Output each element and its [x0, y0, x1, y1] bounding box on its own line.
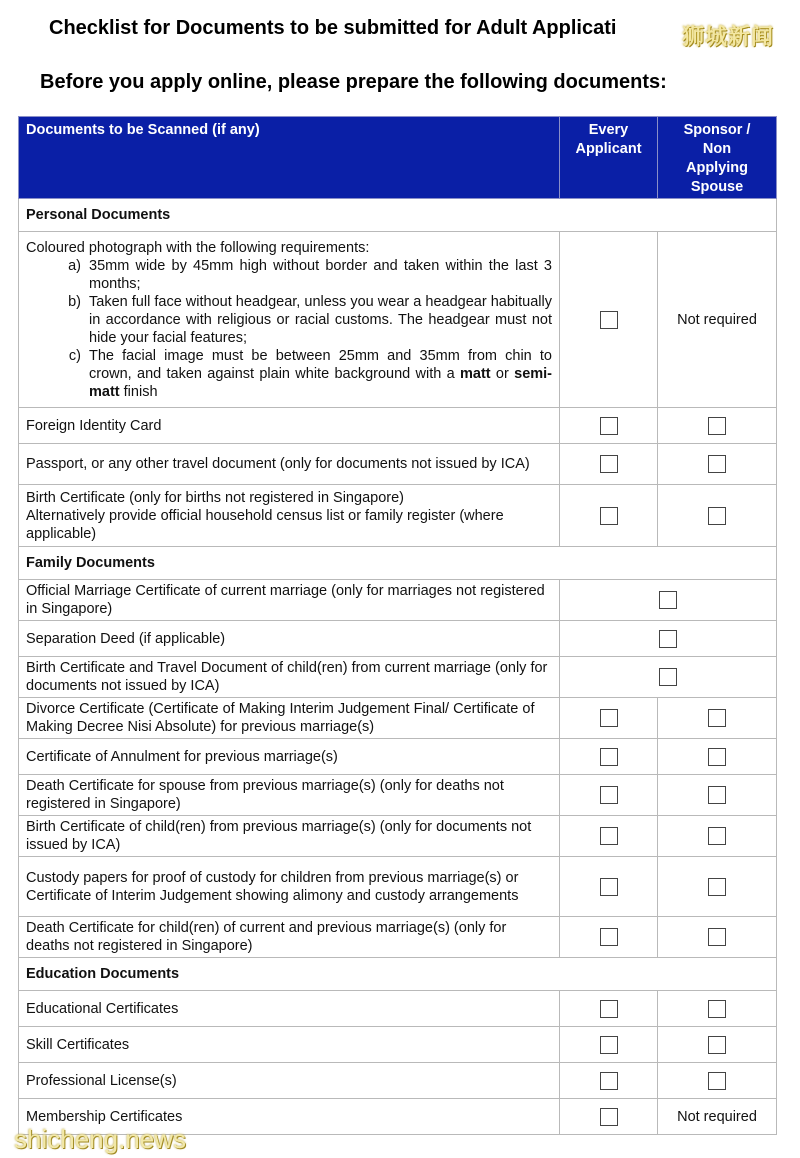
every-applicant-cell — [560, 444, 658, 485]
checkbox-passport-sponsor[interactable] — [708, 455, 726, 473]
checkbox-educational-applicant[interactable] — [600, 1000, 618, 1018]
sponsor-cell — [658, 917, 777, 958]
sponsor-cell — [658, 232, 777, 408]
sponsor-cell — [658, 485, 777, 547]
checkbox-birth-child-prev-sponsor[interactable] — [708, 827, 726, 845]
every-applicant-cell — [560, 1027, 658, 1063]
section-education-label: Education Documents — [19, 958, 777, 991]
row-label-annulment: Certificate of Annulment for previous marriage(s) — [19, 739, 560, 775]
c-bold-semi-matt: semi-matt — [89, 365, 553, 400]
table-row-divorce — [19, 698, 777, 739]
row-label-child-current: Birth Certificate and Travel Document of child(ren) from current marriage (only for documents not issued by ICA) — [19, 657, 560, 698]
checkbox-photo-applicant[interactable] — [600, 311, 618, 329]
photo-requirements — [19, 232, 560, 408]
page-subtitle: Before you apply online, please prepare the following documents: — [40, 71, 667, 93]
every-applicant-cell — [560, 232, 658, 408]
every-applicant-cell — [560, 991, 658, 1027]
row-label-educational: Educational Certificates — [19, 991, 560, 1027]
shared-cell — [560, 580, 777, 621]
every-applicant-cell — [560, 739, 658, 775]
list-text-c — [89, 347, 552, 401]
header-sponsor-spouse — [658, 117, 777, 199]
section-education — [19, 958, 777, 991]
c-text-1: The facial image must be between 25mm and 35mm from chin to crown, and taken against plain white background with a — [89, 347, 552, 382]
row-label-death-child: Death Certificate for child(ren) of current and previous marriage(s) (only for deaths not registered in Singapore) — [19, 917, 560, 958]
shared-cell — [560, 657, 777, 698]
c-text-3: finish — [119, 383, 158, 400]
checkbox-divorce-applicant[interactable] — [600, 709, 618, 727]
watermark-top: 狮城新闻 — [682, 24, 775, 49]
row-label-marriage-cert: Official Marriage Certificate of current marriage (only for marriages not registered in Singapore) — [19, 580, 560, 621]
header-every-applicant — [560, 117, 658, 199]
checkbox-custody-sponsor[interactable] — [708, 878, 726, 896]
every-applicant-cell — [560, 1099, 658, 1135]
checkbox-marriage-cert[interactable] — [659, 591, 677, 609]
checkbox-child-current[interactable] — [659, 668, 677, 686]
every-applicant-cell — [560, 775, 658, 816]
every-applicant-cell — [560, 698, 658, 739]
section-family-label: Family Documents — [19, 547, 777, 580]
checkbox-skill-sponsor[interactable] — [708, 1036, 726, 1054]
checkbox-passport-applicant[interactable] — [600, 455, 618, 473]
checkbox-death-spouse-sponsor[interactable] — [708, 786, 726, 804]
row-label-birth-cert — [19, 485, 560, 547]
list-item — [26, 293, 552, 347]
section-personal — [19, 199, 777, 232]
list-text-b: Taken full face without headgear, unless you wear a headgear habitually in accordance with religious or racial customs. The headgear must not hide your facial features; — [89, 293, 552, 346]
sponsor-cell — [658, 775, 777, 816]
table-row-child-current — [19, 657, 777, 698]
checkbox-membership-applicant[interactable] — [600, 1108, 618, 1126]
shared-cell — [560, 621, 777, 657]
checkbox-separation[interactable] — [659, 630, 677, 648]
list-text-a: 35mm wide by 45mm high without border and taken within the last 3 months; — [89, 257, 552, 292]
header-every-line2: Applicant — [575, 141, 642, 157]
sponsor-cell — [658, 857, 777, 917]
checkbox-professional-applicant[interactable] — [600, 1072, 618, 1090]
row-label-custody: Custody papers for proof of custody for children from previous marriage(s) or Certificate of Interim Judgement showing alimony and custody arrangements — [19, 857, 560, 917]
row-label-death-spouse: Death Certificate for spouse from previous marriage(s) (only for deaths not registered in Singapore) — [19, 775, 560, 816]
list-label-a: a) — [68, 257, 81, 274]
sponsor-cell — [658, 444, 777, 485]
list-label-c: c) — [68, 347, 81, 364]
row-label-skill: Skill Certificates — [19, 1027, 560, 1063]
checkbox-death-child-sponsor[interactable] — [708, 928, 726, 946]
table-row-death-child — [19, 917, 777, 958]
header-sponsor-line1: Sponsor / — [683, 122, 751, 138]
list-label-b: b) — [68, 293, 81, 310]
c-text-2: or — [490, 365, 515, 382]
checkbox-professional-sponsor[interactable] — [708, 1072, 726, 1090]
every-applicant-cell — [560, 816, 658, 857]
sponsor-cell — [658, 816, 777, 857]
checkbox-annulment-sponsor[interactable] — [708, 748, 726, 766]
section-personal-label: Personal Documents — [19, 199, 777, 232]
table-row-custody — [19, 857, 777, 917]
table-row-professional — [19, 1063, 777, 1099]
header-sponsor-line2: Non — [702, 141, 732, 157]
checkbox-birth-child-prev-applicant[interactable] — [600, 827, 618, 845]
sponsor-cell — [658, 1063, 777, 1099]
header-sponsor-line3: Applying — [685, 160, 749, 176]
checkbox-death-spouse-applicant[interactable] — [600, 786, 618, 804]
table-row-educational — [19, 991, 777, 1027]
sponsor-cell — [658, 1027, 777, 1063]
checkbox-divorce-sponsor[interactable] — [708, 709, 726, 727]
checkbox-birth-cert-sponsor[interactable] — [708, 507, 726, 525]
every-applicant-cell — [560, 1063, 658, 1099]
table-row-separation — [19, 621, 777, 657]
sponsor-cell — [658, 698, 777, 739]
checkbox-annulment-applicant[interactable] — [600, 748, 618, 766]
not-required-membership: Not required — [677, 1108, 757, 1125]
every-applicant-cell — [560, 485, 658, 547]
c-bold-matt: matt — [459, 365, 491, 382]
table-row-death-spouse — [19, 775, 777, 816]
row-label-passport: Passport, or any other travel document (only for documents not issued by ICA) — [19, 444, 560, 485]
checkbox-educational-sponsor[interactable] — [708, 1000, 726, 1018]
list-item — [26, 347, 552, 401]
table-row-skill — [19, 1027, 777, 1063]
checkbox-custody-applicant[interactable] — [600, 878, 618, 896]
row-label-separation: Separation Deed (if applicable) — [19, 621, 560, 657]
row-label-divorce: Divorce Certificate (Certificate of Making Interim Judgement Final/ Certificate of Making Decree Nisi Absolute) for previous marriage(s) — [19, 698, 560, 739]
every-applicant-cell — [560, 917, 658, 958]
row-label-foreign-id: Foreign Identity Card — [19, 408, 560, 444]
birth-cert-line1: Birth Certificate (only for births not registered in Singapore) — [26, 489, 404, 506]
table-row-passport — [19, 444, 777, 485]
watermark-bottom: shicheng.news — [14, 1124, 186, 1154]
every-applicant-cell — [560, 408, 658, 444]
header-sponsor-line4: Spouse — [690, 179, 744, 195]
sponsor-cell — [658, 991, 777, 1027]
every-applicant-cell — [560, 857, 658, 917]
checkbox-foreign-id-sponsor[interactable] — [708, 417, 726, 435]
header-every-line1: Every — [588, 122, 629, 138]
table-row-marriage-cert — [19, 580, 777, 621]
checkbox-skill-applicant[interactable] — [600, 1036, 618, 1054]
section-family — [19, 547, 777, 580]
photo-intro: Coloured photograph with the following requirements: — [26, 239, 370, 256]
header-documents: Documents to be Scanned (if any) — [19, 117, 560, 199]
row-label-birth-child-prev: Birth Certificate of child(ren) from previous marriage(s) (only for documents not issued by ICA) — [19, 816, 560, 857]
sponsor-cell — [658, 408, 777, 444]
page-title: Checklist for Documents to be submitted for Adult Applicati — [49, 17, 617, 39]
document-checklist-table — [18, 116, 777, 1135]
birth-cert-line2: Alternatively provide official household census list or family register (where applicable) — [26, 507, 504, 542]
sponsor-cell — [658, 1099, 777, 1135]
table-header-row — [19, 117, 777, 199]
row-label-membership: Membership Certificates — [19, 1099, 560, 1135]
checkbox-birth-cert-applicant[interactable] — [600, 507, 618, 525]
row-label-professional: Professional License(s) — [19, 1063, 560, 1099]
checkbox-foreign-id-applicant[interactable] — [600, 417, 618, 435]
list-item — [26, 257, 552, 293]
photo-requirement-list — [26, 257, 552, 401]
not-required-photo: Not required — [677, 311, 757, 328]
table-row-annulment — [19, 739, 777, 775]
sponsor-cell — [658, 739, 777, 775]
checkbox-death-child-applicant[interactable] — [600, 928, 618, 946]
table-row-birth-cert — [19, 485, 777, 547]
table-row-photo — [19, 232, 777, 408]
table-row-birth-child-prev — [19, 816, 777, 857]
table-row-foreign-id — [19, 408, 777, 444]
